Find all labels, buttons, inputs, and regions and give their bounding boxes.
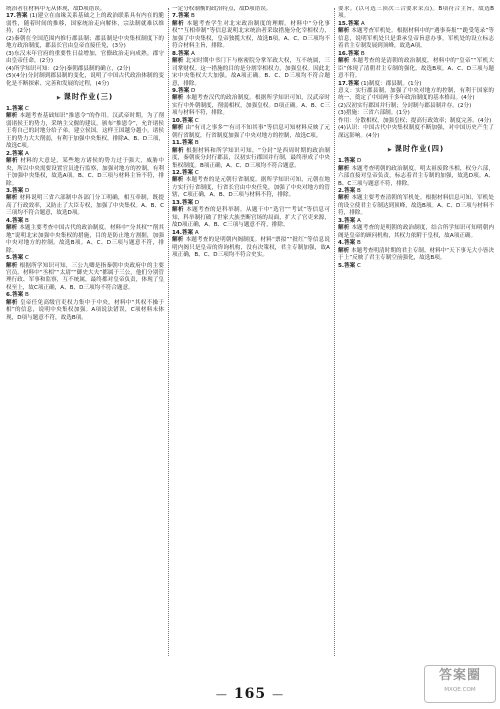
answer-entry [338, 263, 494, 270]
entry-label: 3.答案 [338, 217, 356, 224]
entry-label: 解析 [172, 147, 184, 154]
watermark-url: MXQE.COM [444, 687, 476, 693]
entry-label: 解析 [338, 58, 350, 65]
entry-label: 16.答案 [338, 50, 360, 57]
entry-label: 解析 [172, 207, 184, 214]
entry-text: C [357, 262, 361, 269]
entry-label: 17.答案 [6, 13, 28, 20]
entry-label: 解析 [6, 299, 18, 306]
answer-entry [172, 230, 330, 237]
entry-text: D [25, 187, 30, 194]
entry-label: 解析 [6, 195, 18, 202]
entry-text: A [25, 150, 29, 157]
answer-entry [338, 28, 494, 50]
entry-label: 5.答案 [6, 255, 24, 262]
entry-text: 皇帝任免高级官吏权力集中于中央，材料中“其权不操于相”的信息，说明中央集权加强。A项说法错误，C项材料未体现，D项与题意不符，故选B项。 [6, 299, 164, 321]
answer-entry [172, 13, 330, 20]
entry-text: 本题考查汉代的政治制度。根据所学知识可知，汉武帝时实行中外朝制度，削弱相权，加强皇权。D项正确。A、B、C三项与材料不符，排除。 [172, 95, 330, 117]
entry-label: 9.答案 [172, 87, 190, 94]
answer-entry [172, 148, 330, 170]
answer-entry [172, 237, 330, 259]
entry-text: B [360, 50, 365, 57]
entry-text: 本题考查的是元朝行省制度。据所学知识可知，元朝在地方实行行省制度，行省长官由中央任免，加强了中央对地方的管辖，C项正确，A、B、D三项与材料不符，排除。 [172, 177, 330, 199]
entry-text: B [25, 217, 29, 224]
entry-text: B [357, 240, 361, 247]
answer-entry [172, 95, 330, 117]
entry-text: 根据材料和所学知识可知，“分封”是西周时期的政治制度，秦朝废分封行郡县，汉初实行郡国并行制，最终形成了中央集权制度。B项正确，A、C、D三项均不符合题意。 [172, 147, 330, 169]
entry-text: A [357, 217, 361, 224]
entry-label: 解析 [6, 158, 19, 165]
paragraph: (5)(4分)分封制到郡县制的变化，说明了中国古代政治体制的变化是不断探索、完善和发展的过程，(4分) [6, 73, 164, 87]
entry-text: B [357, 187, 361, 194]
answer-entry [172, 21, 330, 51]
answer-entry [6, 195, 164, 217]
section-heading: ▶ 课时作业(四) [387, 144, 445, 154]
entry-text: 本题考查基础知识“推恩令”的作用。汉武帝时期，为了削弱诸侯王的势力，采纳主父偃的建议，颁布“推恩令”，允许诸侯王将自己的封地分给子弟，建立侯国。这样王国越分越小，诸侯王的势力大大削弱，有利于加强中央集权。排除A、B、D三项，故选C项。 [6, 113, 164, 150]
entry-label: 7.答案 [172, 13, 190, 20]
column-middle [172, 6, 330, 658]
answer-entry [6, 263, 164, 293]
entry-text: 根据所学知识可知，三公九卿是指秦朝中央政府中的主要官员。材料中“丞相”“太尉”“御史大夫”都属于三公，他们分别管理行政、军事和监察，互不统属，最终都对皇帝负责，体现了皇权至上，故C项正确，A、B、D三项均不符合题意。 [6, 262, 164, 291]
entry-label: 解析 [172, 95, 184, 102]
entry-label: 解析 [172, 58, 184, 65]
paragraph: (4)所学知识可知：(2分)秦朝郡县制的确立，(2分) [6, 65, 131, 72]
answer-entry [172, 207, 330, 229]
answer-entry [172, 140, 330, 147]
entry-label: 15.答案 [338, 20, 360, 27]
entry-label: 11.答案 [172, 140, 194, 147]
entry-label: 17.答案 [338, 80, 360, 87]
entry-label: 解析 [172, 177, 184, 184]
column-divider [168, 8, 169, 656]
answer-entry [6, 300, 164, 322]
entry-text: A [191, 50, 195, 57]
entry-label: 解析 [338, 165, 350, 172]
entry-label: 2.答案 [338, 187, 356, 194]
entry-text: C [25, 255, 29, 262]
answer-entry [338, 166, 494, 188]
column-left [6, 6, 164, 658]
answer-entry [338, 81, 494, 88]
entry-label: 4.答案 [6, 217, 24, 224]
answer-entry [338, 240, 494, 247]
entry-text: 本题考查明清时期的君主专制。材料中“天下事无大小皆决于上”反映了君主专制空前强化，故选B项。 [338, 247, 494, 262]
entry-label: 1.答案 [338, 158, 356, 165]
entry-label: 解析 [172, 125, 184, 132]
entry-label: 解析 [172, 237, 184, 244]
entry-text: 材料的大意是，某些地方诸侯的势力过于强大，威胁中央，所以中央需要设置官员进行监察，加强对地方的控制，有利于加强中央集权，故选A项。B、C、D三项与材料主旨不符，排除。 [6, 158, 164, 187]
entry-label: 解析 [338, 225, 350, 232]
entry-label: 解析 [6, 113, 18, 120]
entry-label: 8.答案 [172, 50, 190, 57]
section-heading: ▶ 课时作业(三) [56, 91, 114, 101]
entry-text: A [194, 229, 199, 236]
entry-label: 解析 [338, 247, 350, 254]
paragraph: 统治者在材料中无从体现，故D项错误。 [6, 6, 106, 12]
entry-text: 本题考查的是科举制。从题干中“选官”“考试”等信息可知，科举制打破了世家大族垄断官场的局面，扩大了官吏来源，故D项正确，A、B、C三项与题意不符，排除。 [172, 207, 330, 229]
column-divider [334, 8, 335, 656]
entry-text: B [191, 13, 195, 20]
entry-text: 本题主要考查中国古代的政治制度。材料中“分其权”“削其地”说明北宋加强中央集权的措施，目的是防止地方割据，加强中央对地方的控制。故选B项。A、C、D三项与题意不符，排除。 [6, 225, 164, 254]
paragraph: 意义：实行郡县制，加强了中央对地方的控制，有利于国家的统一，奠定了中国两千多年政治制度的基本格局。(4分) [338, 87, 494, 102]
entry-text: A [360, 20, 365, 27]
entry-label: 解析 [338, 28, 350, 35]
answer-entry [338, 225, 494, 240]
site-watermark-logo [424, 665, 496, 703]
paragraph: (3)措施：三省六部制。(1分) [338, 110, 410, 117]
answer-entry [6, 113, 164, 150]
answer-entry [6, 158, 164, 188]
answer-entry [6, 13, 164, 35]
paragraph: 要求。(以可选三顶次三合要求采点)。B项符合主旨，故选B项。 [338, 6, 494, 20]
entry-text: (1)建立在血缘关系基础之上的政治联系具有内在的脆弱性，随着时间的推移，国家统治走向解体，宗法制就难以维持，(2分) [6, 13, 164, 35]
answer-entry [6, 292, 164, 299]
section-marker-icon: ▶ [387, 147, 393, 154]
answer-entry [172, 125, 330, 140]
entry-label: 4.答案 [338, 240, 356, 247]
entry-text: D [191, 87, 196, 94]
entry-label: 10.答案 [172, 117, 194, 124]
entry-label: 13.答案 [172, 199, 194, 206]
entry-text: 本题考查军机处。根据材料中的“遇事奏报”“跪受笔录”等信息，说明军机处只是秉承皇帝旨意办事，军机处的设立标志着君主专制发展到顶峰，故选A项。 [338, 28, 494, 50]
paragraph: (2)汉初实行郡国并行制；分封制与郡县制并存。(2分) [338, 102, 472, 109]
entry-label: 6.答案 [6, 292, 24, 299]
entry-label: 解析 [172, 20, 185, 27]
answer-entry [338, 58, 494, 80]
entry-text: 本题考查学生对北宋政治制度的理解。材料中“分化事权”“互相牵制”等信息说明北宋统治者采取措施分化宰相权力，加强了中央集权，皇帝独揽大权，故选B项。A、C、D三项均不符合材料主旨，排除。 [172, 20, 330, 50]
paragraph: (4)认识：中国古代中央集权制度不断加强，对中国历史产生了深远影响。(4分) [338, 125, 494, 139]
entry-label: 14.答案 [172, 229, 194, 236]
answer-entry [172, 177, 330, 199]
answer-entry [172, 58, 330, 88]
entry-text: D [194, 199, 200, 206]
paragraph: 一定分权制衡的政治特点，故D项错误。 [172, 6, 272, 12]
entry-text: 北宋时期中书门下与枢密院分掌军政大权，互不统属，三司掌财权。这一措施的目的是分割宰相权力，加强皇权。因此北宋中央集权大大加强，故A项正确。B、C、D三项均不符合题意，排除。 [172, 58, 330, 87]
entry-text: 由“有司之事多”“有司不知其事”等信息可知材料反映了元朝行省制度，行省制度加强了中央对地方的控制，故选C项。 [172, 125, 330, 139]
entry-label: 解析 [338, 195, 350, 202]
entry-text: 本题主要考查清朝的军机处。根据材料信息可知，军机处的设立使君主专制达到顶峰，故选B项。A、C、D三项与材料不符，排除。 [338, 195, 494, 217]
entry-label: 1.答案 [6, 105, 24, 112]
entry-label: 5.答案 [338, 262, 356, 269]
entry-text: 材料说明三省六部制中各部门分工明确，相互牵制，既提高了行政效率，又防止了大臣专权，加强了中央集权。A、B、C三项均不符合题意，故选D项。 [6, 195, 164, 217]
entry-text: 本题考查的是明朝的政治制度，结合所学知识可知明朝内阁是皇帝的顾问机构，其权力依附于皇权，故A项正确。 [338, 225, 494, 239]
paragraph: (2)秦朝在全国范围内推行郡县制；郡县制是中央集权制度下的地方政治制度，郡县长官由皇帝直接任免，(3分) [6, 35, 164, 50]
entry-label: 解析 [6, 262, 18, 269]
entry-text: B [194, 140, 199, 147]
entry-label: 解析 [6, 225, 18, 232]
entry-text: C [194, 169, 199, 176]
entry-text: C [194, 117, 199, 124]
section-marker-icon: ▶ [56, 94, 62, 101]
column-right [338, 6, 494, 658]
entry-label: 12.答案 [172, 169, 194, 176]
answer-entry [338, 248, 494, 263]
answer-entry [338, 158, 494, 165]
entry-text: B [25, 292, 29, 299]
entry-label: 2.答案 [6, 150, 24, 157]
entry-label: 3.答案 [6, 187, 24, 194]
entry-text: 本题考查的是清朝的政治制度，材料中的“皇帝”“军机大臣”体现了清朝君主专制的强化，故选B项。A、C、D三项与题意不符。 [338, 58, 494, 80]
page-number: — 165 — [215, 686, 285, 702]
paragraph: 作用：分散相权，加强皇权；提高行政效率；制度完善。(4分) [338, 117, 492, 124]
answer-entry [338, 195, 494, 217]
entry-text: (1)制度：郡县制。(1分) [360, 80, 422, 87]
watermark-text: 答案圈 [438, 668, 481, 683]
entry-text: D [357, 158, 362, 165]
paragraph: (3)东汉末年官府的重要性日益增加，官僚政治走向成熟。郡守由皇帝任命，(2分) [6, 50, 164, 65]
entry-text: 本题考查的是明朝内阁制度。材料“票拟”“批红”等信息说明内阁只是皇帝的咨询机构，没有决策权，君主专制加强，故A项正确，B、C、D三项均不符合史实。 [172, 237, 330, 258]
answer-entry [6, 225, 164, 255]
entry-text: C [25, 105, 29, 112]
entry-text: 本题考查明朝的政治制度。明太祖废除丞相，权分六部，六部直接对皇帝负责，标志着君主专制的加强，故选D项。A、B、C三项与题意不符，排除。 [338, 165, 494, 187]
answer-entry [6, 255, 164, 262]
